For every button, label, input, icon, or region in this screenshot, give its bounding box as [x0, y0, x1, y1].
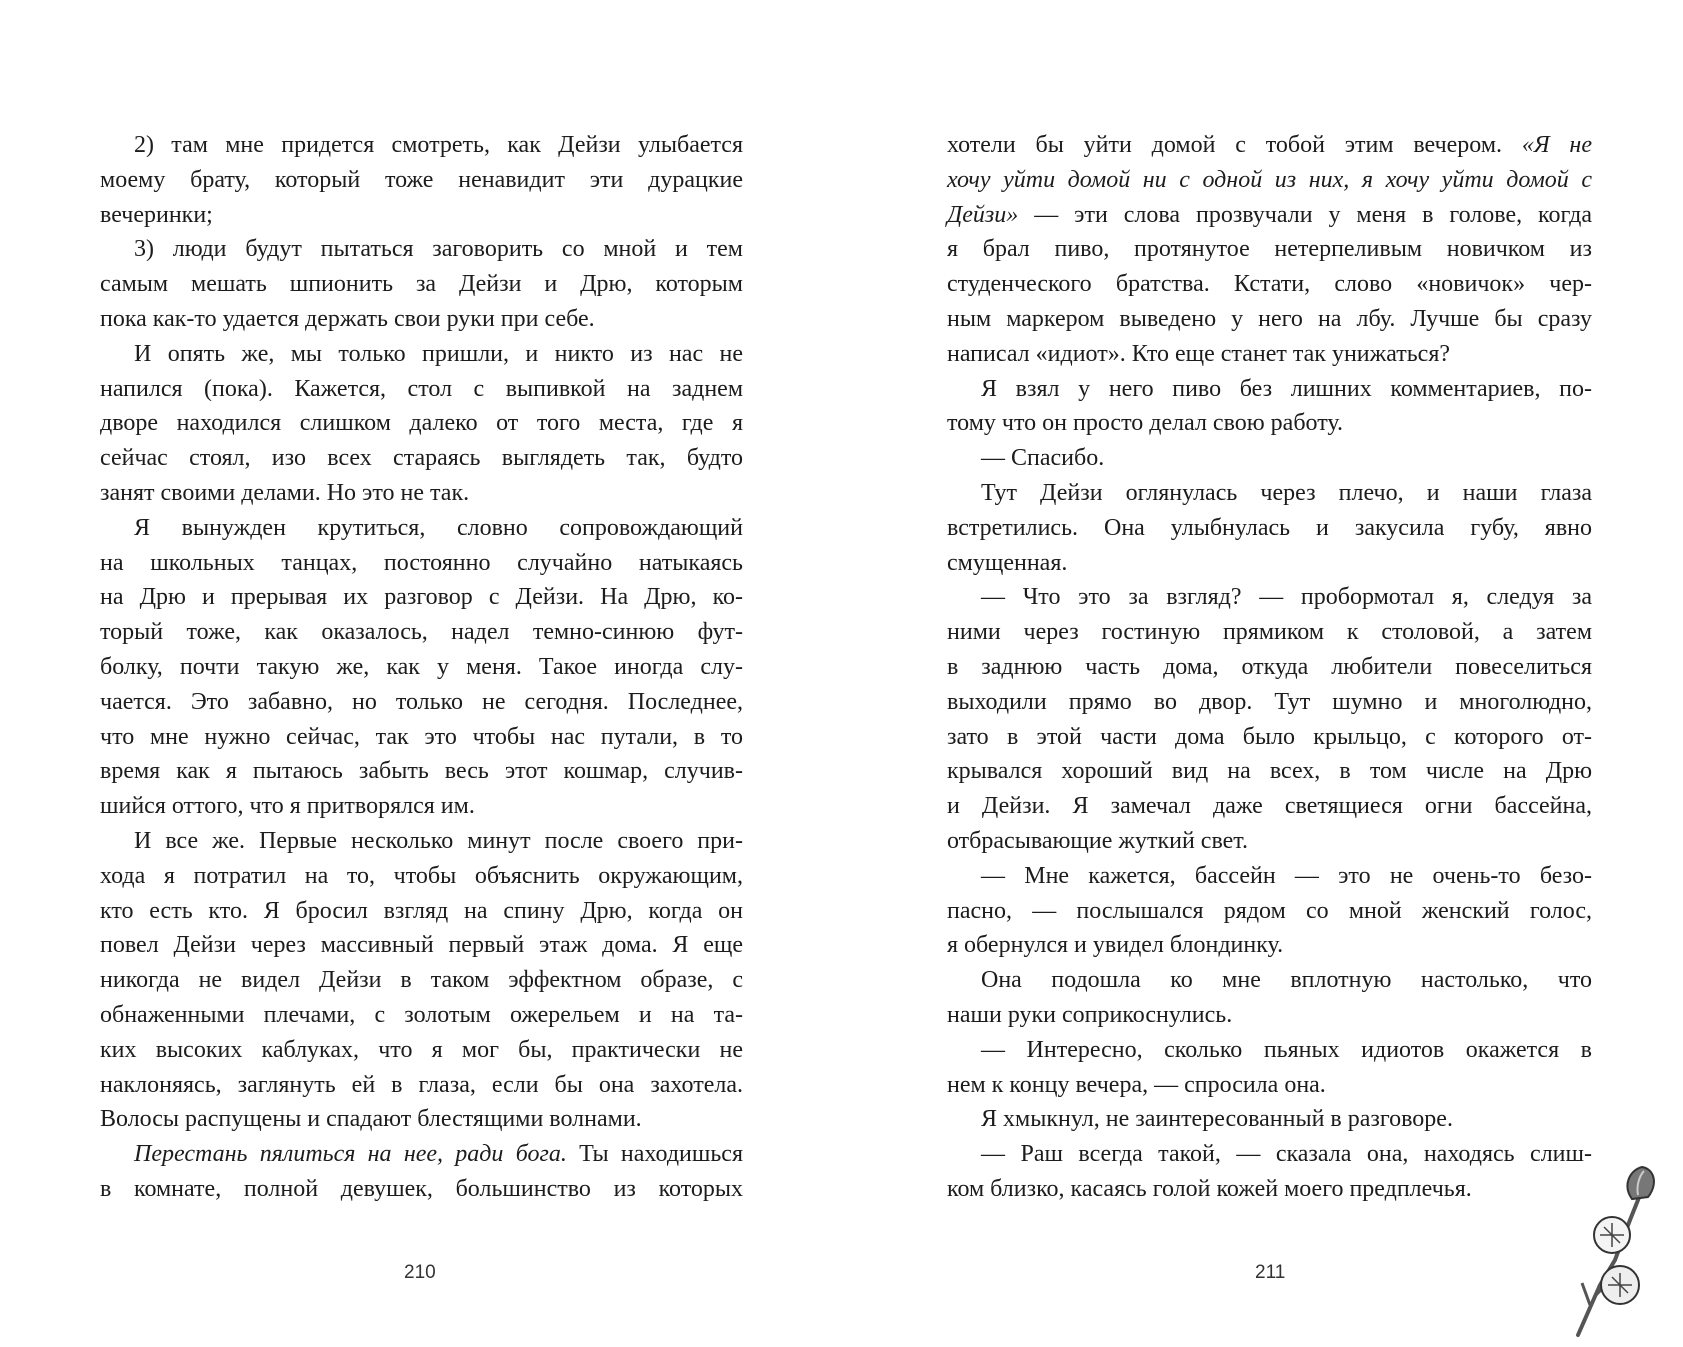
text-segment: повел Дейзи через массивный первый этаж дома. Я еще: [100, 932, 743, 959]
text-line: [100, 163, 743, 198]
text-segment: смущенная.: [947, 549, 1068, 576]
text-segment: моему брату, который тоже ненавидит эти дурацкие: [100, 166, 743, 193]
text-line: [100, 580, 743, 615]
text-segment: — Раш всегда такой, — сказала она, находясь слиш-: [981, 1141, 1592, 1168]
text-segment: обнаженными плечами, с золотым ожерельем и на та-: [100, 1001, 743, 1028]
text-line: [947, 685, 1592, 720]
text-line: [100, 372, 743, 407]
italic-text-segment: Перестань пялиться на нее, ради бога.: [134, 1141, 567, 1168]
text-segment: вечеринки;: [100, 201, 213, 228]
text-line: [947, 789, 1592, 824]
text-line: [100, 650, 743, 685]
text-segment: 2) там мне придется смотреть, как Дейзи улыбается: [134, 132, 743, 158]
text-segment: крывался хороший вид на всех, в том числе на Дрю: [947, 758, 1592, 785]
text-segment: никогда не видел Дейзи в таком эффектном образе, с: [100, 967, 743, 994]
text-line: [100, 859, 743, 894]
text-line: [947, 963, 1592, 998]
text-line: [100, 476, 743, 511]
text-segment: напился (пока). Кажется, стол с выпивкой на заднем: [100, 375, 743, 402]
text-segment: И все же. Первые несколько минут после своего при-: [134, 827, 743, 854]
text-segment: пасно, — послышался рядом со мной женский голос,: [947, 897, 1592, 924]
text-line: [947, 198, 1592, 233]
text-line: [100, 615, 743, 650]
italic-text-segment: хочу уйти домой ни с одной из них, я хочу уйти домой с: [947, 166, 1592, 193]
text-line: [100, 511, 743, 546]
text-segment: самым мешать шпионить за Дейзи и Дрю, которым: [100, 271, 743, 298]
text-line: [947, 650, 1592, 685]
text-segment: отбрасывающие жуткий свет.: [947, 827, 1248, 854]
text-line: [947, 546, 1592, 581]
text-line: [100, 1172, 743, 1207]
text-segment: Я вынужден крутиться, словно сопровождающий: [134, 514, 743, 541]
text-line: [947, 302, 1592, 337]
text-segment: тому что он просто делал свою работу.: [947, 410, 1343, 437]
text-line: [100, 998, 743, 1033]
text-segment: выходили прямо во двор. Тут шумно и многолюдно,: [947, 688, 1592, 715]
text-line: [947, 511, 1592, 546]
text-segment: торый тоже, как оказалось, надел темно-синюю фут-: [100, 619, 743, 646]
text-line: [947, 928, 1592, 963]
text-segment: — Спасибо.: [981, 445, 1105, 472]
text-segment: зато в этой части дома было крыльцо, с которого от-: [947, 723, 1592, 750]
text-line: [947, 1068, 1592, 1103]
text-line: [100, 1102, 743, 1137]
text-segment: встретились. Она улыбнулась и закусила губу, явно: [947, 514, 1592, 541]
text-segment: сейчас стоял, изо всех стараясь выглядеть так, будто: [100, 445, 743, 472]
text-segment: — Интересно, сколько пьяных идиотов окажется в: [981, 1036, 1592, 1063]
text-line: [100, 894, 743, 929]
text-segment: ними через гостиную прямиком к столовой, а затем: [947, 619, 1592, 646]
text-line: [100, 1068, 743, 1103]
text-line: [100, 267, 743, 302]
text-line: [947, 580, 1592, 615]
text-line: [100, 754, 743, 789]
text-line: [947, 476, 1592, 511]
text-segment: наши руки соприкоснулись.: [947, 1001, 1233, 1028]
page-number-right: 211: [1255, 1262, 1286, 1283]
page-number-left: 210: [404, 1262, 436, 1283]
text-line: [947, 128, 1592, 163]
text-line: [947, 372, 1592, 407]
text-segment: Я взял у него пиво без лишних комментариев, по-: [981, 375, 1592, 402]
text-line: [947, 754, 1592, 789]
text-line: [947, 406, 1592, 441]
text-line: [947, 1033, 1592, 1068]
text-segment: Она подошла ко мне вплотную настолько, что: [981, 967, 1592, 994]
text-segment: кто есть кто. Я бросил взгляд на спину Дрю, когда он: [100, 897, 743, 924]
text-line: [100, 337, 743, 372]
italic-text-segment: Дейзи»: [947, 201, 1019, 228]
text-segment: болку, почти такую же, как у меня. Такое иногда слу-: [100, 653, 743, 680]
text-line: [947, 267, 1592, 302]
text-segment: шийся оттого, что я притворялся им.: [100, 793, 475, 820]
text-line: [100, 1033, 743, 1068]
text-line: [100, 198, 743, 233]
text-line: [100, 128, 743, 163]
text-line: [947, 998, 1592, 1033]
text-segment: — эти слова прозвучали у меня в голове, когда: [1018, 201, 1592, 228]
text-segment: в комнате, полной девушек, большинство из которых: [100, 1175, 743, 1202]
text-segment: 3) люди будут пытаться заговорить со мной и тем: [134, 236, 743, 263]
text-segment: в заднюю часть дома, откуда любители повеселиться: [947, 653, 1592, 680]
text-line: [100, 546, 743, 581]
text-segment: хотели бы уйти домой с тобой этим вечером.: [947, 132, 1522, 158]
text-line: [947, 1102, 1592, 1137]
text-segment: наклоняясь, заглянуть ей в глаза, если бы она захотела.: [100, 1071, 743, 1098]
text-segment: и Дейзи. Я замечал даже светящиеся огни бассейна,: [947, 793, 1592, 820]
text-line: [100, 789, 743, 824]
text-segment: что мне нужно сейчас, так это чтобы нас путали, в то: [100, 723, 743, 750]
text-segment: Ты находишься: [566, 1141, 743, 1168]
text-segment: Волосы распущены и спадают блестящими волнами.: [100, 1106, 642, 1133]
text-line: [947, 232, 1592, 267]
text-segment: ких высоких каблуках, что я мог бы, практически не: [100, 1036, 743, 1063]
text-line: [947, 1137, 1592, 1172]
text-line: [947, 1172, 1592, 1207]
text-line: [100, 406, 743, 441]
text-segment: написал «идиот». Кто еще станет так унижаться?: [947, 340, 1451, 367]
right-page-text: [947, 128, 1592, 1207]
text-line: [100, 441, 743, 476]
text-segment: нем к концу вечера, — спросила она.: [947, 1071, 1326, 1098]
text-segment: на Дрю и прерывая их разговор с Дейзи. На Дрю, ко-: [100, 584, 743, 611]
text-line: [100, 720, 743, 755]
text-line: [947, 894, 1592, 929]
text-segment: занят своими делами. Но это не так.: [100, 479, 470, 506]
text-line: [100, 963, 743, 998]
italic-text-segment: «Я не: [1521, 132, 1592, 158]
text-segment: ком близко, касаясь голой кожей моего предплечья.: [947, 1175, 1472, 1202]
text-line: [947, 441, 1592, 476]
text-line: [100, 928, 743, 963]
left-page-text: [100, 128, 743, 1207]
text-line: [947, 615, 1592, 650]
text-segment: на школьных танцах, постоянно случайно натыкаясь: [100, 549, 743, 576]
text-segment: время как я пытаюсь забыть весь этот кошмар, случив-: [100, 758, 743, 785]
text-line: [100, 302, 743, 337]
text-segment: я брал пиво, протянутое нетерпеливым новичком из: [947, 236, 1592, 263]
text-segment: пока как-то удается держать свои руки при себе.: [100, 305, 595, 332]
text-line: [947, 859, 1592, 894]
text-segment: Я хмыкнул, не заинтересованный в разговоре.: [981, 1106, 1453, 1133]
text-segment: — Что это за взгляд? — пробормотал я, следуя за: [981, 584, 1592, 611]
text-segment: — Мне кажется, бассейн — это не очень-то безо-: [981, 862, 1592, 889]
text-segment: хода я потратил на то, чтобы объяснить окружающим,: [100, 862, 743, 889]
text-segment: студенческого братства. Кстати, слово «новичок» чер-: [947, 271, 1592, 298]
text-line: [100, 232, 743, 267]
text-line: [100, 1137, 743, 1172]
text-segment: дворе находился слишком далеко от того места, где я: [100, 410, 743, 437]
text-segment: я обернулся и увидел блондинку.: [947, 932, 1284, 959]
text-line: [100, 685, 743, 720]
cotton-flower-sprig-icon: [1560, 1165, 1660, 1340]
text-segment: ным маркером выведено у него на лбу. Лучше бы сразу: [947, 305, 1592, 332]
text-segment: И опять же, мы только пришли, и никто из нас не: [134, 340, 743, 367]
text-line: [947, 720, 1592, 755]
text-segment: чается. Это забавно, но только не сегодня. Последнее,: [100, 688, 743, 715]
text-line: [100, 824, 743, 859]
text-line: [947, 824, 1592, 859]
text-line: [947, 337, 1592, 372]
text-line: [947, 163, 1592, 198]
text-segment: Тут Дейзи оглянулась через плечо, и наши глаза: [981, 479, 1592, 506]
